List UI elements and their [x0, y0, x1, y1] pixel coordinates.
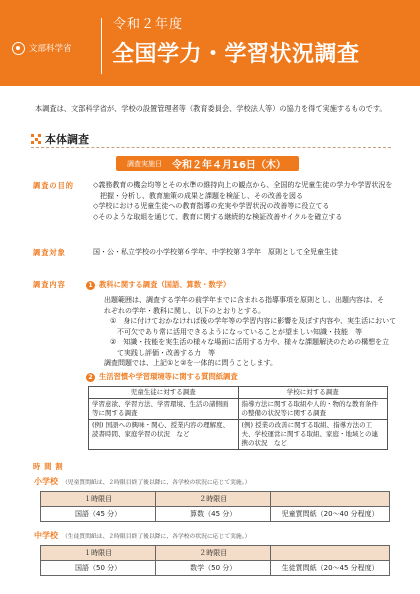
period-cell: １時限目	[41, 546, 156, 561]
section-title: 本体調査	[45, 133, 89, 146]
content-line: れぞれの学年・教科に関し、以下のとおりとする。	[104, 306, 265, 315]
school-name: 小学校	[34, 477, 58, 486]
purpose-line: ◇そのような取組を通じて、教育に関する継続的な検証改善サイクルを確立する	[93, 212, 343, 221]
table-header-row	[89, 387, 388, 399]
table-row	[41, 546, 390, 561]
purpose-label: 調査の目的	[33, 181, 74, 190]
subject-cell: 数学（50 分）	[156, 561, 271, 576]
section-heading	[31, 131, 89, 147]
subject-cell: 生徒質問紙（20～45 分程度）	[271, 561, 390, 576]
elementary-heading	[34, 476, 250, 487]
period-cell	[271, 546, 390, 561]
content-line: ② 知識・技能を実生活の様々な場面に活用する力や、様々な課題解決のための構想を立	[110, 338, 390, 346]
content-line: て実践し評価・改善する力 等	[110, 348, 215, 357]
page-title: 全国学力・学習状況調査	[112, 42, 360, 67]
ministry-name: 文部科学省	[29, 44, 72, 54]
school-note: （児童質問紙は、２時限目終了後以降に、各学校の状況に応じて実施。）	[62, 480, 251, 486]
content-item-1-text	[104, 295, 396, 369]
header-divider	[101, 18, 102, 74]
purpose-line: ◇義務教育の機会均等とその水準の維持向上の観点から、全国的な児童生徒の学力や学習状況を	[93, 181, 393, 189]
item-number-badge: 2	[86, 373, 95, 382]
period-cell: １時限目	[41, 492, 156, 507]
table-row	[89, 420, 388, 450]
table-row	[89, 399, 388, 420]
table-row	[41, 492, 390, 507]
elementary-schedule-table	[40, 491, 390, 522]
table-row	[41, 507, 390, 522]
date-label: 調査実施日	[127, 159, 162, 168]
table-header: 児童生徒に対する調査	[89, 387, 239, 399]
content-line: 出題範囲は、調査する学年の前学年までに含まれる指導事項を原則とし、出題内容は、そ	[104, 296, 384, 304]
date-badge	[116, 156, 299, 171]
subject-cell: 児童質問紙（20～40 分程度）	[271, 507, 390, 522]
purpose-line: 把握・分析し、教育施策の成果と課題を検証し、その改善を図る	[93, 191, 303, 200]
content-line: 調査問題では、上記①と②を一体的に問うことします。	[104, 359, 277, 367]
subject-cell: 算数（45 分）	[156, 507, 271, 522]
period-cell	[271, 492, 390, 507]
intro-text: 本調査は、文部科学省が、学校の設置管理者等（教育委員会、学校法人等）の協力を得て実施するものです。	[35, 104, 387, 113]
table-cell: (例) 国語への興味・関心、授業内容の理解度、読書時間、家庭学習の状況 など	[89, 420, 239, 450]
section-mark-icon	[31, 134, 41, 144]
junior-schedule-table	[40, 545, 390, 576]
header-banner	[0, 0, 420, 86]
questionnaire-table	[88, 386, 388, 450]
section-rule	[31, 147, 391, 148]
ministry-logo	[12, 40, 92, 56]
target-label: 調査対象	[33, 248, 66, 257]
target-text: 国・公・私立学校の小学校第６学年、中学校第３学年 原則として全児童生徒	[93, 248, 338, 256]
table-cell: 指導方法に関する取組や人的・物的な教育条件の整備の状況等に関する調査	[238, 399, 388, 420]
period-cell: ２時限目	[156, 492, 271, 507]
ministry-emblem-icon	[12, 42, 25, 55]
item-title: 生活習慣や学習環境等に関する質問紙調査	[99, 372, 238, 381]
content-line: 不可欠であり常に活用できるようになっていることが望ましい知識・技能 等	[110, 327, 362, 336]
subject-cell: 国語（50 分）	[41, 561, 156, 576]
subject-cell: 国語（45 分）	[41, 507, 156, 522]
period-cell: ２時限目	[156, 546, 271, 561]
item-number-badge: 1	[86, 281, 95, 290]
purpose-line: ◇学校における児童生徒への教育指導の充実や学習状況の改善等に役立てる	[93, 202, 330, 210]
header-year: 令和２年度	[113, 17, 184, 32]
table-cell: (例) 授業の改善に関する取組、指導方法の工夫、学校運営に関する取組、家庭・地域との連携の状況 など	[238, 420, 388, 450]
content-label: 調査内容	[33, 280, 66, 289]
content-line: ① 身に付けておかなければ後の学年等の学習内容に影響を及ぼす内容や、実生活において	[110, 317, 397, 325]
school-name: 中学校	[34, 531, 58, 540]
content-item-1-heading	[86, 280, 230, 290]
purpose-text	[93, 180, 392, 222]
junior-heading	[34, 530, 250, 541]
schedule-label: 時間割	[33, 462, 67, 471]
table-header: 学校に対する調査	[238, 387, 388, 399]
school-note: （生徒質問紙は、２時限目終了後以降に、各学校の状況に応じて実施。）	[62, 534, 251, 540]
date-value: 令和２年４月16日（木）	[172, 160, 286, 171]
item-title: 教科に関する調査（国語、算数・数学）	[99, 280, 231, 289]
content-item-2-heading	[86, 372, 238, 382]
table-row	[41, 561, 390, 576]
table-cell: 学習意欲、学習方法、学習環境、生活の諸側面等に関する調査	[89, 399, 239, 420]
